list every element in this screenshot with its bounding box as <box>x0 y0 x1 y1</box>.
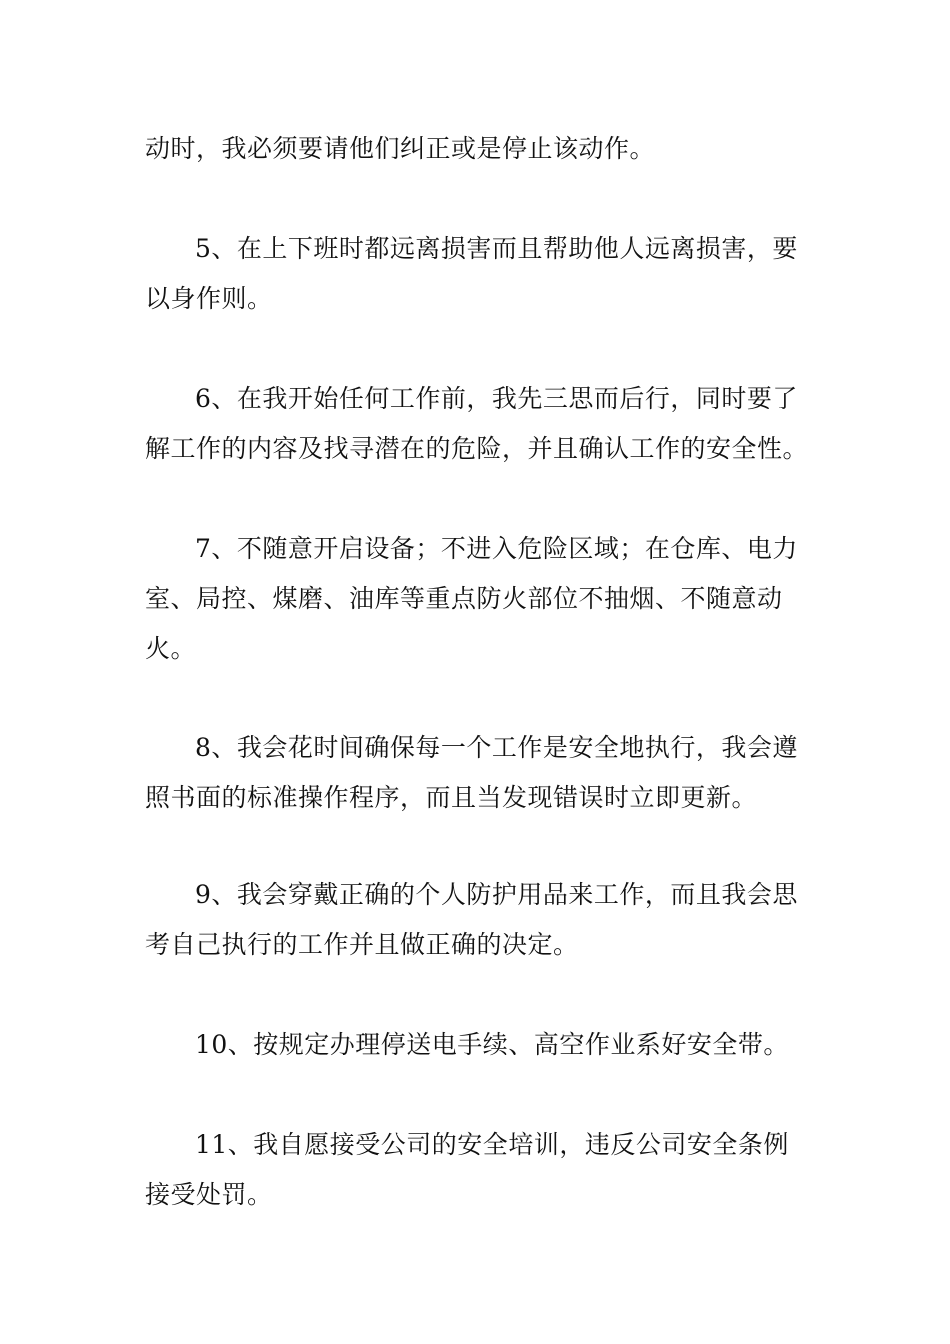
paragraph-item-6: 6、在我开始任何工作前，我先三思而后行，同时要了解工作的内容及找寻潜在的危险，并且确认工作的安全性。 <box>145 384 809 463</box>
paragraph-item-9: 9、我会穿戴正确的个人防护用品来工作，而且我会思考自己执行的工作并且做正确的决定。 <box>145 880 798 959</box>
paragraph-item-5: 5、在上下班时都远离损害而且帮助他人远离损害，要以身作则。 <box>145 234 798 313</box>
paragraph-item-10: 10、按规定办理停送电手续、高空作业系好安全带。 <box>195 1030 789 1059</box>
paragraph-item-8: 8、我会花时间确保每一个工作是安全地执行，我会遵照书面的标准操作程序，而且当发现错误时立即更新。 <box>145 733 798 812</box>
paragraph-continuation: 动时，我必须要请他们纠正或是停止该动作。 <box>145 134 656 163</box>
paragraph-item-7: 7、不随意开启设备；不进入危险区域；在仓库、电力室、局控、煤磨、油库等重点防火部位不抽烟、不随意动火。 <box>145 534 798 663</box>
paragraph-item-11: 11、我自愿接受公司的安全培训，违反公司安全条例接受处罚。 <box>145 1130 789 1209</box>
